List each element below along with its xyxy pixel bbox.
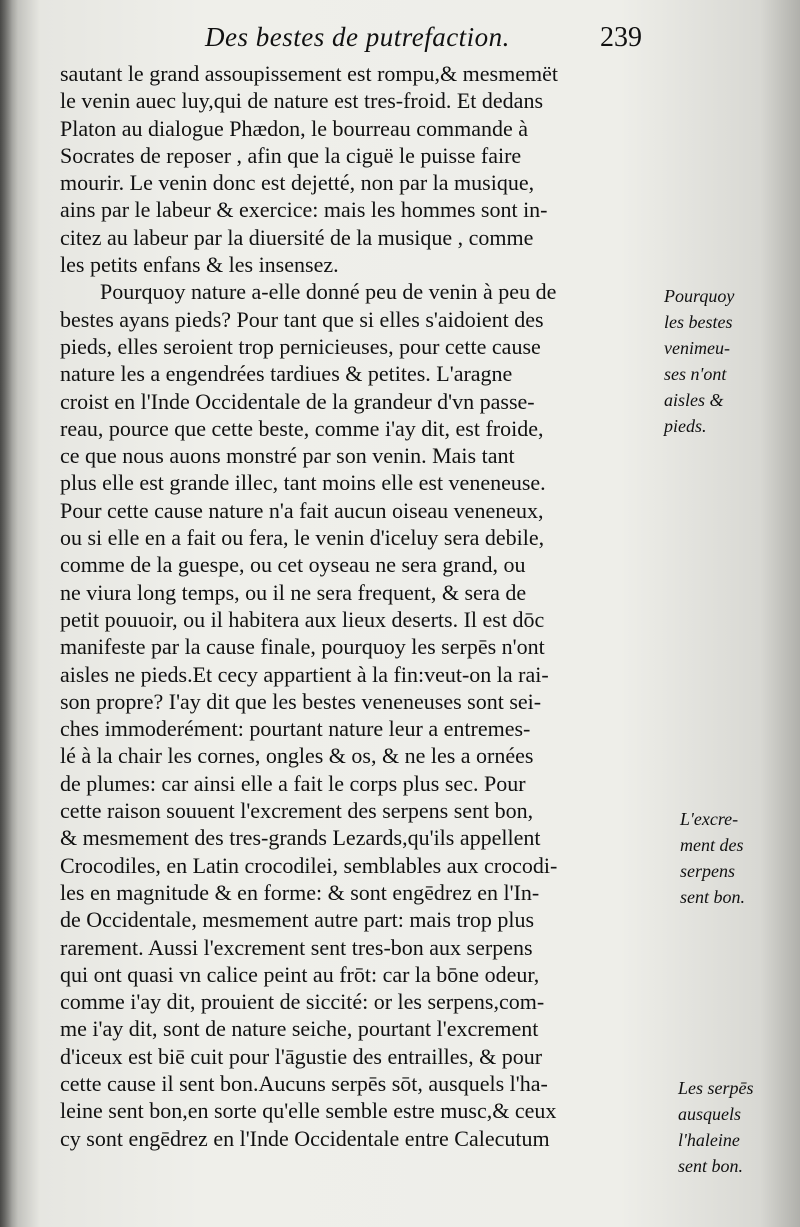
text-line: d'iceux est biē cuit pour l'āgustie des entrailles, & pour — [60, 1043, 543, 1069]
text-line: me i'ay dit, sont de nature seiche, pourtant l'excrement — [60, 1016, 539, 1042]
text-line: bestes ayans pieds? Pour tant que si elles s'aidoient des — [60, 306, 544, 332]
running-head: Des bestes de putrefaction. — [205, 22, 510, 52]
text-line: citez au labeur par la diuersité de la musique , comme — [60, 224, 534, 250]
text-line: Crocodiles, en Latin crocodilei, semblables aux crocodi- — [60, 852, 558, 878]
text-line: aisles ne pieds.Et cecy appartient à la fin:veut-on la rai- — [60, 661, 549, 687]
margin-note-line: sent bon. — [680, 887, 745, 907]
margin-note-line: sent bon. — [678, 1156, 743, 1176]
margin-note-line: l'haleine — [678, 1130, 740, 1150]
margin-note-line: aisles & — [664, 390, 724, 410]
text-line: nature les a engendrées tardiues & petites. L'aragne — [60, 361, 513, 387]
text-line: de Occidentale, mesmement autre part: mais trop plus — [60, 907, 535, 933]
text-line: Pour cette cause nature n'a fait aucun oiseau veneneux, — [60, 497, 544, 523]
text-line: plus elle est grande illec, tant moins elle est veneneuse. — [60, 470, 546, 496]
text-line: petit pouuoir, ou il habitera aux lieux deserts. Il est dōc — [60, 606, 545, 632]
text-line: ains par le labeur & exercice: mais les hommes sont in- — [60, 197, 548, 223]
text-line: Platon au dialogue Phædon, le bourreau commande à — [60, 115, 528, 141]
text-line: rarement. Aussi l'excrement sent tres-bon aux serpens — [60, 934, 533, 960]
margin-note-line: venimeu- — [664, 338, 730, 358]
text-line: manifeste par la cause finale, pourquoy les serpēs n'ont — [60, 634, 545, 660]
margin-note-line: pieds. — [664, 416, 707, 436]
text-line: reau, pource que cette beste, comme i'ay dit, est froide, — [60, 415, 544, 441]
margin-note-line: Les serpēs — [678, 1078, 754, 1098]
margin-note-haleine — [678, 1075, 800, 1179]
text-line: cette raison souuent l'excrement des serpens sent bon, — [60, 798, 534, 824]
text-line: comme de la guespe, ou cet oyseau ne sera grand, ou — [60, 552, 526, 578]
text-line: les en magnitude & en forme: & sont engēdrez en l'In- — [60, 879, 540, 905]
text-line: ce que nous auons monstré par son venin. Mais tant — [60, 443, 515, 469]
text-line: pieds, elles seroient trop pernicieuses, pour cette cause — [60, 333, 541, 359]
margin-note-excrement — [680, 806, 800, 910]
text-line: ne viura long temps, ou il ne sera frequent, & sera de — [60, 579, 527, 605]
text-line: croist en l'Inde Occidentale de la grandeur d'vn passe- — [60, 388, 535, 414]
text-line: ches immoderément: pourtant nature leur a entremes- — [60, 716, 531, 742]
text-line: Socrates de reposer , afin que la ciguë le puisse faire — [60, 142, 522, 168]
text-line: & mesmement des tres-grands Lezards,qu'ils appellent — [60, 825, 541, 851]
text-line: son propre? I'ay dit que les bestes veneneuses sont sei- — [60, 688, 542, 714]
text-line: ou si elle en a fait ou fera, le venin d'iceluy sera debile, — [60, 525, 545, 551]
text-line: de plumes: car ainsi elle a fait le corps plus sec. Pour — [60, 770, 526, 796]
margin-note-line: Pourquoy — [664, 286, 735, 306]
text-line: cy sont engēdrez en l'Inde Occidentale entre Calecutum — [60, 1125, 550, 1151]
margin-note-line: ment des — [680, 835, 744, 855]
text-line: leine sent bon,en sorte qu'elle semble estre musc,& ceux — [60, 1098, 557, 1124]
text-line: comme i'ay dit, prouient de siccité: or les serpens,com- — [60, 989, 545, 1015]
text-line: lé à la chair les cornes, ongles & os, & ne les a ornées — [60, 743, 534, 769]
binding-shadow — [0, 0, 18, 1227]
margin-note-line: serpens — [680, 861, 735, 881]
text-line: les petits enfans & les insensez. — [60, 252, 339, 278]
text-line: mourir. Le venin donc est dejetté, non par la musique, — [60, 170, 535, 196]
text-line: le venin auec luy,qui de nature est tres-froid. Et dedans — [60, 88, 544, 114]
body-text — [60, 60, 660, 1152]
margin-note-line: L'excre- — [680, 809, 739, 829]
paragraph-start-line: Pourquoy nature a-elle donné peu de venin à peu de — [100, 279, 557, 305]
text-line: qui ont quasi vn calice peint au frōt: car la bōne odeur, — [60, 961, 540, 987]
margin-note-line: les bestes — [664, 312, 733, 332]
margin-note-line: ses n'ont — [664, 364, 727, 384]
page-number: 239 — [600, 22, 642, 53]
margin-note-line: ausquels — [678, 1104, 741, 1124]
text-line: cette cause il sent bon.Aucuns serpēs sōt, ausquels l'ha- — [60, 1070, 548, 1096]
text-line: sautant le grand assoupissement est rompu,& mesmemët — [60, 61, 558, 86]
margin-note-pourquoy — [664, 283, 794, 439]
